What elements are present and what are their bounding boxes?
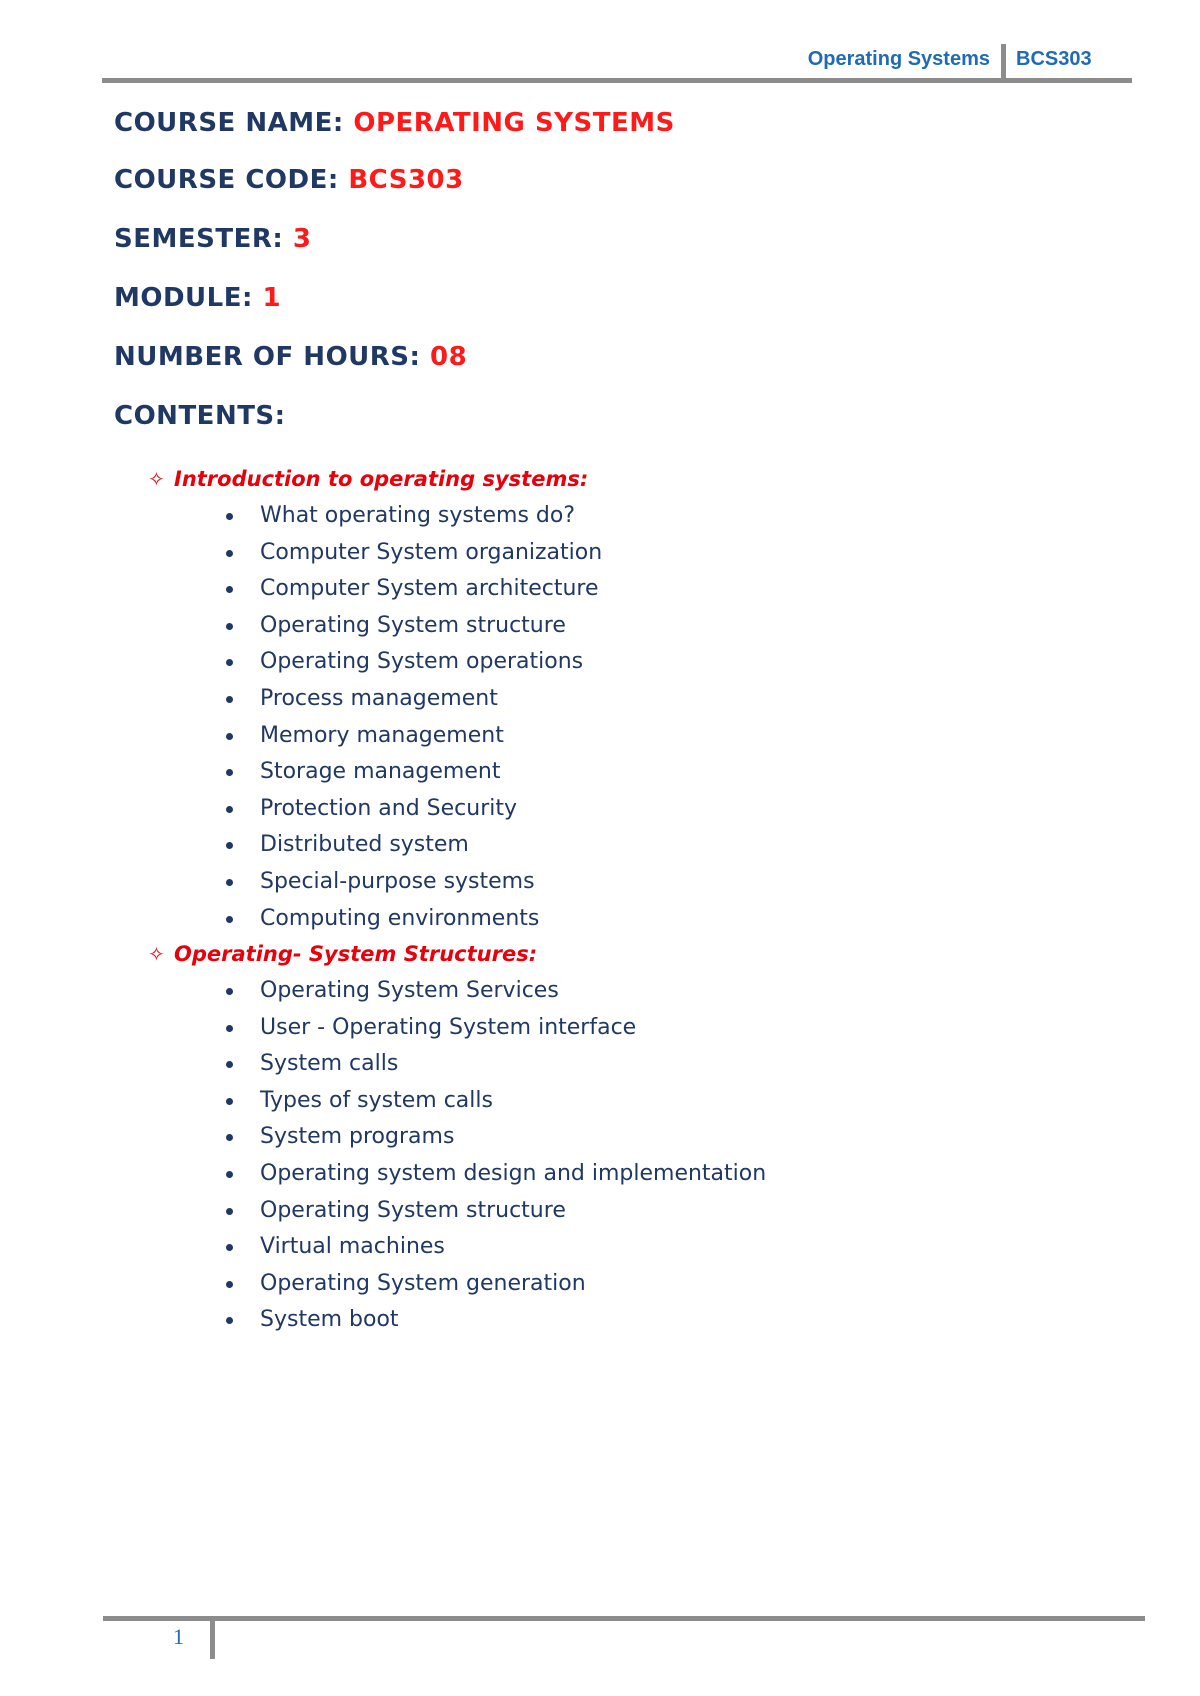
list-item <box>226 901 602 938</box>
list-item <box>226 608 602 645</box>
bullet-icon <box>226 1098 233 1105</box>
list-item <box>226 1302 766 1339</box>
list-item <box>226 571 602 608</box>
semester-value: 3 <box>292 224 312 254</box>
section-title: Operating- System Structures: <box>174 942 538 966</box>
list-item-text: System boot <box>260 1307 399 1333</box>
list-item <box>226 1156 766 1193</box>
list-item-text: System calls <box>260 1051 399 1077</box>
list-item <box>226 498 602 535</box>
star-bullet-icon: ✧ <box>148 467 165 491</box>
bullet-icon <box>226 769 233 776</box>
bullet-icon <box>226 1281 233 1288</box>
list-item-text: Memory management <box>260 722 504 748</box>
course-name-line <box>114 108 675 138</box>
bullet-icon <box>226 806 233 813</box>
list-item-text: Operating System structure <box>260 612 566 638</box>
course-name-value: OPERATING SYSTEMS <box>353 108 675 138</box>
list-item <box>226 644 602 681</box>
list-item-text: Computer System organization <box>260 539 603 565</box>
list-item-text: Special-purpose systems <box>260 868 535 894</box>
header-separator <box>1001 44 1006 80</box>
list-item <box>226 791 602 828</box>
list-item-text: Storage management <box>260 759 501 785</box>
list-item-text: Virtual machines <box>260 1234 445 1260</box>
semester-label: SEMESTER: <box>114 224 284 254</box>
header-rule <box>102 78 1132 83</box>
bullet-icon <box>226 842 233 849</box>
bullet-icon <box>226 696 233 703</box>
list-item <box>226 864 602 901</box>
bullet-icon <box>226 1171 233 1178</box>
list-item <box>226 754 602 791</box>
bullet-icon <box>226 623 233 630</box>
list-item-text: Distributed system <box>260 832 469 858</box>
hours-label: NUMBER OF HOURS: <box>114 342 421 372</box>
bullet-icon <box>226 733 233 740</box>
bullet-icon <box>226 988 233 995</box>
list-item <box>226 681 602 718</box>
hours-value: 08 <box>430 342 468 372</box>
semester-line <box>114 224 311 254</box>
list-item-text: Computing environments <box>260 905 540 931</box>
footer-rule <box>103 1616 1145 1621</box>
list-item <box>226 535 602 572</box>
list-item <box>226 1046 766 1083</box>
list-item-text: Protection and Security <box>260 795 518 821</box>
list-item <box>226 1229 766 1266</box>
list-item-text: Operating System structure <box>260 1197 566 1223</box>
header-title: Operating Systems <box>807 48 990 70</box>
course-code-line <box>114 165 464 195</box>
section-list-intro <box>226 498 602 937</box>
module-line <box>114 283 281 313</box>
course-code-label: COURSE CODE: <box>114 165 339 195</box>
list-item <box>226 1266 766 1303</box>
list-item-text: Computer System architecture <box>260 576 599 602</box>
list-item <box>226 718 602 755</box>
bullet-icon <box>226 586 233 593</box>
course-name-label: COURSE NAME: <box>114 108 344 138</box>
section-heading-structures <box>148 942 537 966</box>
hours-line <box>114 342 467 372</box>
bullet-icon <box>226 1208 233 1215</box>
list-item-text: Operating System generation <box>260 1270 586 1296</box>
star-bullet-icon: ✧ <box>148 942 165 966</box>
bullet-icon <box>226 550 233 557</box>
bullet-icon <box>226 1317 233 1324</box>
bullet-icon <box>226 659 233 666</box>
contents-label: CONTENTS: <box>114 401 286 431</box>
module-label: MODULE: <box>114 283 253 313</box>
section-title: Introduction to operating systems: <box>174 467 589 491</box>
section-list-structures <box>226 973 766 1339</box>
contents-heading <box>114 401 286 431</box>
section-heading-intro <box>148 467 588 491</box>
module-value: 1 <box>262 283 282 313</box>
list-item <box>226 827 602 864</box>
list-item <box>226 1083 766 1120</box>
list-item <box>226 1119 766 1156</box>
bullet-icon <box>226 879 233 886</box>
page-number: 1 <box>173 1624 184 1649</box>
course-code-value: BCS303 <box>348 165 464 195</box>
list-item-text: Operating system design and implementation <box>260 1160 767 1186</box>
bullet-icon <box>226 1061 233 1068</box>
list-item-text: What operating systems do? <box>260 503 576 528</box>
bullet-icon <box>226 1134 233 1141</box>
list-item-text: User - Operating System interface <box>260 1014 637 1040</box>
list-item <box>226 1193 766 1230</box>
footer-separator <box>210 1621 215 1659</box>
list-item-text: Operating System operations <box>260 649 584 675</box>
bullet-icon <box>226 513 233 520</box>
list-item-text: Process management <box>260 685 498 711</box>
header-course-code: BCS303 <box>1016 48 1092 70</box>
list-item <box>226 1010 766 1047</box>
bullet-icon <box>226 1244 233 1251</box>
bullet-icon <box>226 916 233 923</box>
list-item-text: System programs <box>260 1124 455 1150</box>
list-item-text: Types of system calls <box>260 1087 493 1113</box>
list-item-text: Operating System Services <box>260 978 559 1003</box>
list-item <box>226 973 766 1010</box>
bullet-icon <box>226 1025 233 1032</box>
